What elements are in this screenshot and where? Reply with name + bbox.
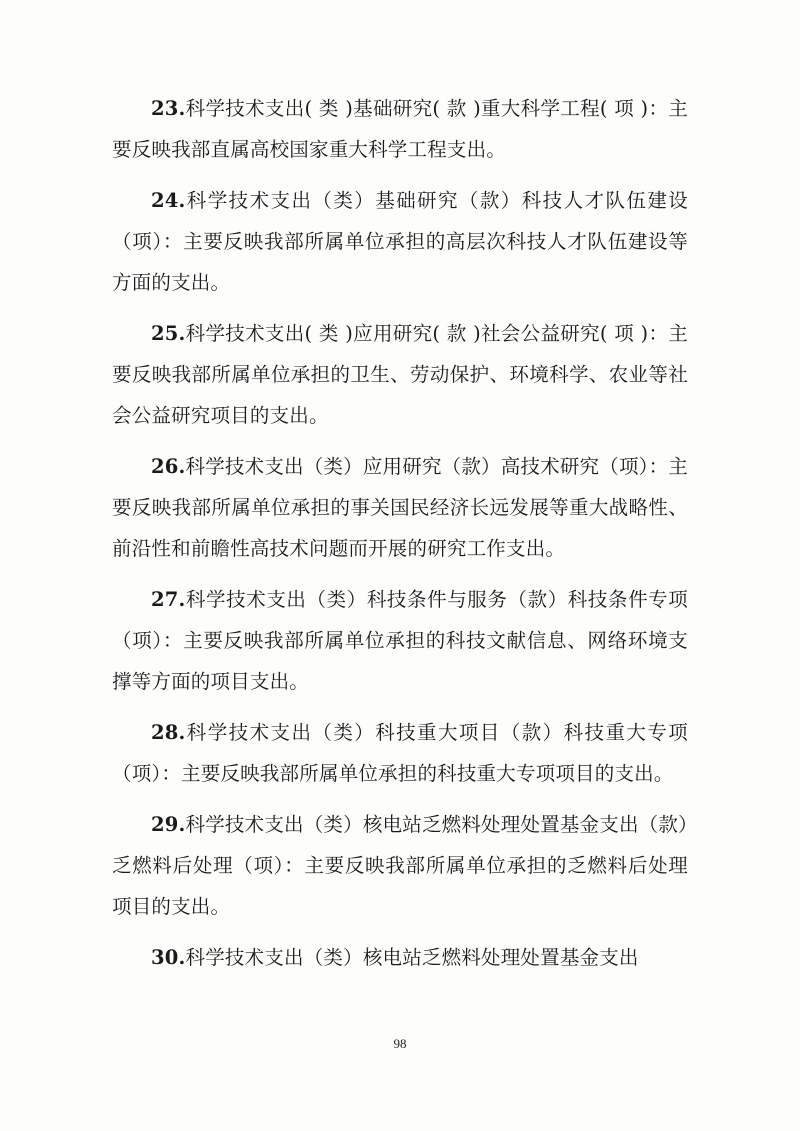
paragraph-24 <box>112 180 688 303</box>
paragraph-25 <box>112 313 688 436</box>
paragraph-29 <box>112 804 688 927</box>
paragraph-23 <box>112 88 688 170</box>
paragraph-number: 24. <box>151 189 186 212</box>
paragraph-number: 28. <box>151 721 186 744</box>
paragraph-number: 27. <box>151 588 186 611</box>
paragraph-number: 25. <box>151 322 186 345</box>
paragraph-number: 30. <box>151 946 186 969</box>
paragraph-text: 科学技术支出( 类 )应用研究( 款 )社会公益研究( 项 )：主要反映我部所属单位承担的卫生、劳动保护、环境科学、农业等社会公益研究项目的支出。 <box>112 322 688 427</box>
paragraph-text: 科学技术支出（类）科技条件与服务（款）科技条件专项（项）：主要反映我部所属单位承担的科技文献信息、网络环境支撑等方面的项目支出。 <box>112 588 688 693</box>
page-number: 98 <box>393 1036 407 1051</box>
paragraph-text: 科学技术支出( 类 )基础研究( 款 )重大科学工程( 项 )：主要反映我部直属高校国家重大科学工程支出。 <box>112 97 688 161</box>
paragraph-26 <box>112 446 688 569</box>
page-body <box>112 88 688 988</box>
paragraph-number: 26. <box>151 455 186 478</box>
paragraph-30 <box>112 937 688 978</box>
paragraph-28 <box>112 712 688 794</box>
paragraph-text: 科学技术支出（类）核电站乏燃料处理处置基金支出（款）乏燃料后处理（项）：主要反映我部所属单位承担的乏燃料后处理项目的支出。 <box>112 813 688 918</box>
paragraph-number: 23. <box>151 97 186 120</box>
paragraph-text: 科学技术支出（类）核电站乏燃料处理处置基金支出 <box>185 946 639 969</box>
paragraph-text: 科学技术支出（类）基础研究（款）科技人才队伍建设（项）：主要反映我部所属单位承担的高层次科技人才队伍建设等方面的支出。 <box>112 189 688 294</box>
paragraph-27 <box>112 579 688 702</box>
paragraph-text: 科学技术支出（类）科技重大项目（款）科技重大专项（项）：主要反映我部所属单位承担的科技重大专项项目的支出。 <box>112 721 688 785</box>
paragraph-text: 科学技术支出（类）应用研究（款）高技术研究（项）：主要反映我部所属单位承担的事关国民经济长远发展等重大战略性、前沿性和前瞻性高技术问题而开展的研究工作支出。 <box>112 455 688 560</box>
paragraph-number: 29. <box>151 813 186 836</box>
